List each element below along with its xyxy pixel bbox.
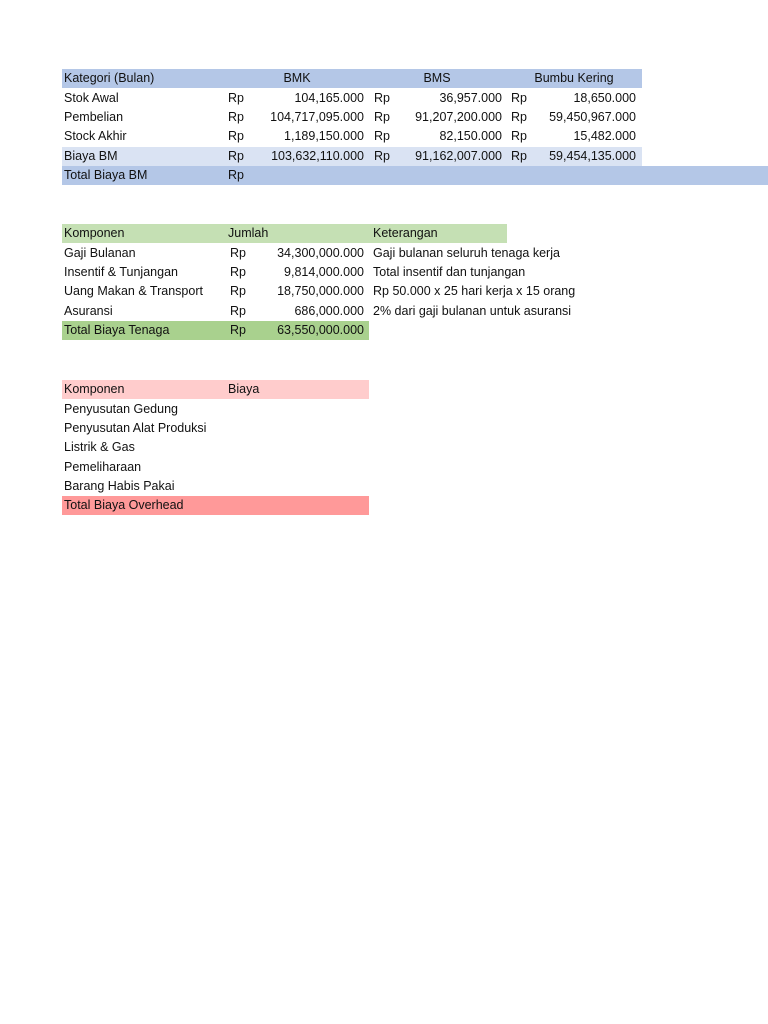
value-bumbu-kering: 59,454,135.000 [549,149,636,163]
row-label: Asuransi [64,304,113,318]
note-text: Gaji bulanan seluruh tenaga kerja [373,246,560,260]
row-label: Barang Habis Pakai [64,479,175,493]
currency-label: Rp [374,91,390,105]
header-cost: Biaya [228,382,260,396]
currency-label: Rp [230,323,246,337]
currency-label: Rp [228,129,244,143]
raw-material-header-row [62,69,642,88]
currency-label: Rp [230,246,246,260]
labor-header-row [62,224,507,243]
total-row [62,166,768,185]
note-text: 2% dari gaji bulanan untuk asuransi [373,304,572,318]
value-bumbu-kering: 15,482.000 [573,129,636,143]
row-label: Penyusutan Alat Produksi [64,421,207,435]
table-row [62,108,642,127]
currency-label: Rp [374,149,390,163]
row-label: Biaya BM [64,149,118,163]
row-label: Pembelian [64,110,124,124]
value-bumbu-kering: 18,650.000 [573,91,636,105]
row-label: Stok Awal [64,91,119,105]
header-bms: BMS [423,71,451,85]
value-bmk: 1,189,150.000 [284,129,364,143]
table-row [62,147,642,166]
currency-label: Rp [230,304,246,318]
value-bms: 36,957.000 [439,91,502,105]
currency-label: Rp [228,168,244,182]
table-row [62,302,582,321]
value-bmk: 103,632,110.000 [271,149,364,163]
value-bms: 82,150.000 [439,129,502,143]
table-row [62,89,642,108]
total-label: Total Biaya Overhead [64,498,184,512]
table-row [62,438,369,457]
amount-value: 9,814,000.000 [284,265,364,279]
header-component: Komponen [64,382,125,396]
table-row [62,419,369,438]
row-label: Gaji Bulanan [64,246,136,260]
currency-label: Rp [511,110,527,124]
value-bms: 91,207,200.000 [415,110,502,124]
currency-label: Rp [228,110,244,124]
header-amount: Jumlah [228,226,269,240]
value-bumbu-kering: 59,450,967.000 [549,110,636,124]
header-bmk: BMK [283,71,311,85]
total-label: Total Biaya BM [64,168,148,182]
table-row [62,244,582,263]
total-row [62,496,369,515]
value-bmk: 104,717,095.000 [270,110,364,124]
currency-label: Rp [230,265,246,279]
total-label: Total Biaya Tenaga [64,323,170,337]
currency-label: Rp [511,149,527,163]
currency-label: Rp [228,149,244,163]
header-bumbu-kering: Bumbu Kering [534,71,614,85]
row-label: Stock Akhir [64,129,127,143]
total-amount: 63,550,000.000 [277,323,364,337]
table-row [62,263,582,282]
row-label: Uang Makan & Transport [64,284,203,298]
header-component: Komponen [64,226,125,240]
amount-value: 18,750,000.000 [277,284,364,298]
table-row [62,400,369,419]
header-note: Keterangan [373,226,438,240]
currency-label: Rp [230,284,246,298]
amount-value: 34,300,000.000 [277,246,364,260]
value-bms: 91,162,007.000 [415,149,502,163]
overhead-header-row [62,380,369,399]
table-row [62,458,369,477]
row-label: Penyusutan Gedung [64,402,178,416]
row-label: Pemeliharaan [64,460,142,474]
table-row [62,477,369,496]
currency-label: Rp [511,91,527,105]
table-row [62,282,582,301]
total-row [62,321,369,340]
row-label: Listrik & Gas [64,440,135,454]
row-label: Insentif & Tunjangan [64,265,178,279]
amount-value: 686,000.000 [294,304,364,318]
header-category: Kategori (Bulan) [64,71,155,85]
currency-label: Rp [511,129,527,143]
currency-label: Rp [374,129,390,143]
currency-label: Rp [374,110,390,124]
currency-label: Rp [228,91,244,105]
value-bmk: 104,165.000 [294,91,364,105]
note-text: Rp 50.000 x 25 hari kerja x 15 orang [373,284,576,298]
table-row [62,127,642,146]
note-text: Total insentif dan tunjangan [373,265,526,279]
